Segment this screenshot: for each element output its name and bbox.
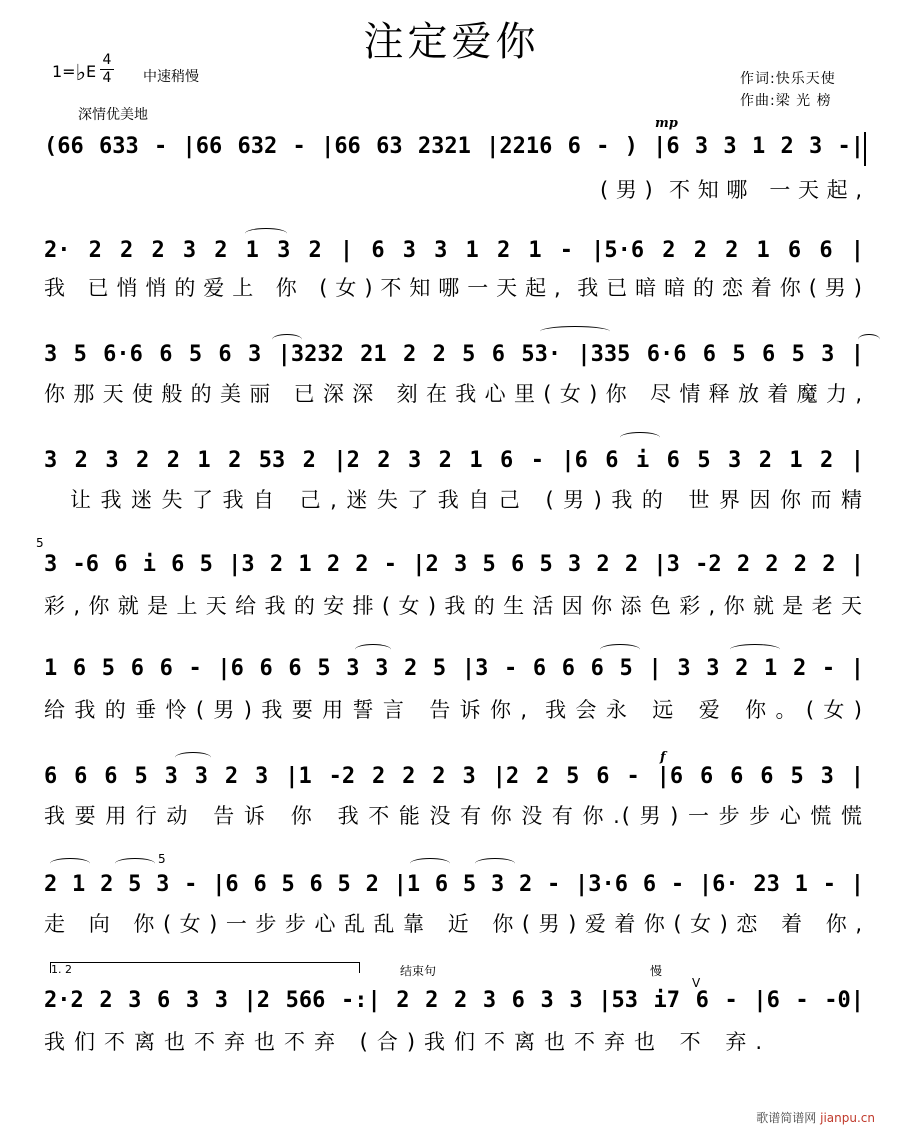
key-letter: E xyxy=(85,62,97,81)
lyrics-row-2: 我 已悄悄的爱上 你 (女)不知哪一天起, 我已暗暗的恋着你(男) xyxy=(44,276,864,300)
key-signature xyxy=(52,58,97,86)
expression-marking: 深情优美地 xyxy=(78,107,148,123)
watermark-site: 歌谱简谱网 xyxy=(756,1111,817,1125)
score-row-9 xyxy=(0,986,903,1020)
song-title: 注定爱你 xyxy=(363,19,540,65)
lyrics-row-9: 我们不离也不弃也不弃 (合)我们不离也不弃也 不 弃. xyxy=(44,1030,764,1054)
score-row-6 xyxy=(0,654,903,688)
slur xyxy=(475,858,515,869)
slur xyxy=(620,432,660,443)
composer-credit: 作曲:梁 光 榜 xyxy=(740,93,832,109)
score-row-7 xyxy=(0,762,903,796)
watermark-domain: jianpu.cn xyxy=(820,1111,875,1125)
breath-mark-5: 5 xyxy=(158,852,166,866)
score-row-5 xyxy=(0,550,903,584)
score-row-3 xyxy=(0,340,903,374)
notes-row-6: 1 6 5 6 6 - |6 6 6 5 3 3 2 5 |3 - 6 6 6 5 | 3 3 2 1 2 - | xyxy=(44,656,864,681)
score-row-4 xyxy=(0,446,903,480)
notes-row-8: 2 1 2 5 3 - |6 6 5 6 5 2 |1 6 5 3 2 - |3·6 6 - |6· 23 1 - | xyxy=(44,872,864,897)
watermark xyxy=(756,1109,875,1126)
barline xyxy=(864,132,866,166)
lyrics-row-1: (男) 不知哪 一天起, xyxy=(600,178,864,202)
lyrics-row-3: 你那天使般的美丽 已深深 刻在我心里(女)你 尽情释放着魔力, xyxy=(44,382,864,406)
notes-row-5: 3 -6 6 i 6 5 |3 2 1 2 2 - |2 3 5 6 5 3 2 2 |3 -2 2 2 2 2 | xyxy=(44,552,864,577)
slur xyxy=(540,326,610,337)
time-signature-bottom: 4 xyxy=(100,69,114,87)
lyrics-row-5: 彩,你就是上天给我的安排(女)我的生活因你添色彩,你就是老天 xyxy=(44,594,864,618)
lyrics-row-8: 走 向 你(女)一步步心乱乱靠 近 你(男)爱着你(女)恋 着 你, xyxy=(44,912,864,936)
notes-row-9: 2·2 2 3 6 3 3 |2 566 -:| 2 2 2 3 6 3 3 |53 i7 6 - |6 - -0| xyxy=(44,988,864,1013)
time-signature xyxy=(100,52,114,87)
tempo-marking: 中速稍慢 xyxy=(143,69,199,85)
dynamic-f: f xyxy=(660,750,666,765)
slow-marking: 慢 xyxy=(650,964,663,978)
lyrics-row-4: 让我迷失了我自 己,迷失了我自己 (男)我的 世界因你而精 xyxy=(70,488,864,512)
breath-mark-5: 5 xyxy=(36,536,44,550)
score-row-8 xyxy=(0,870,903,904)
score-row-2 xyxy=(0,236,903,270)
notes-row-2: 2· 2 2 2 3 2 1 3 2 | 6 3 3 1 2 1 - |5·6 2 2 2 1 6 6 | xyxy=(44,238,864,263)
lyricist-credit: 作词:快乐天使 xyxy=(740,71,836,87)
volta-label: 1. 2 xyxy=(51,963,72,976)
slur xyxy=(115,858,155,869)
ending-label: 结束句 xyxy=(400,964,437,978)
notes-row-3: 3 5 6·6 6 5 6 3 |3232 21 2 2 5 6 53· |335 6·6 6 5 6 5 3 | xyxy=(44,342,864,367)
breath-mark-v: V xyxy=(692,976,701,990)
notes-row-1: (66 633 - |66 632 - |66 63 2321 |2216 6 - ) |6 3 3 1 2 3 -| xyxy=(44,134,864,159)
notes-row-4: 3 2 3 2 2 1 2 53 2 |2 2 3 2 1 6 - |6 6 i 6 5 3 2 1 2 | xyxy=(44,448,864,473)
notes-row-7: 6 6 6 5 3 3 2 3 |1 -2 2 2 2 3 |2 2 5 6 - |6 6 6 6 5 3 | xyxy=(44,764,864,789)
key-prefix: 1= xyxy=(52,62,76,81)
flat-symbol: ♭ xyxy=(75,61,86,86)
slur xyxy=(50,858,90,869)
score-row-1 xyxy=(0,132,903,166)
lyrics-row-6: 给我的垂怜(男)我要用誓言 告诉你, 我会永 远 爱 你。(女) xyxy=(44,698,864,722)
time-signature-top: 4 xyxy=(102,52,112,68)
slur xyxy=(410,858,450,869)
dynamic-mp: mp xyxy=(655,116,678,131)
volta-bracket xyxy=(50,962,360,976)
lyrics-row-7: 我要用行动 告诉 你 我不能没有你没有你.(男)一步步心慌慌 xyxy=(44,804,864,828)
